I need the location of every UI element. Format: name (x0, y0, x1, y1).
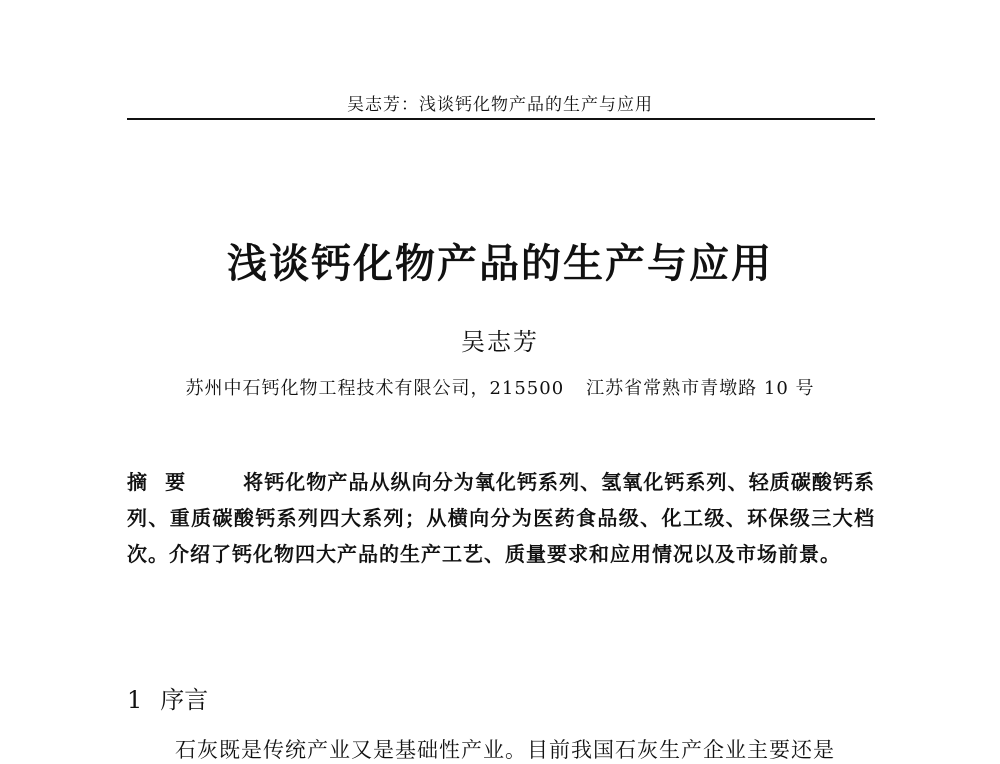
affiliation (0, 374, 1000, 400)
section-title: 序言 (160, 686, 209, 714)
body-paragraph: 石灰既是传统产业又是基础性产业。目前我国石灰生产企业主要还是 (175, 738, 835, 762)
article-title: 浅谈钙化物产品的生产与应用 (227, 240, 773, 287)
abstract-text: 将钙化物产品从纵向分为氧化钙系列、氢氧化钙系列、轻质碳酸钙系列、重质碳酸钙系列四大系列；从横向分为医药食品级、化工级、环保级三大档次。介绍了钙化物四大产品的生产工艺、质量要求和应用情况以及市场前景。 (127, 470, 876, 566)
affiliation-org: 苏州中石钙化物工程技术有限公司，215500 (185, 378, 565, 399)
section-number: 1 (127, 686, 143, 714)
affiliation-address: 江苏省常熟市青墩路 10 号 (586, 378, 815, 399)
abstract (127, 464, 875, 572)
header-rule (127, 118, 875, 120)
running-header: 吴志芳：浅谈钙化物产品的生产与应用 (347, 95, 653, 115)
abstract-label: 摘要 (127, 470, 204, 494)
section-heading (127, 680, 208, 715)
author-name: 吴志芳 (461, 328, 539, 356)
